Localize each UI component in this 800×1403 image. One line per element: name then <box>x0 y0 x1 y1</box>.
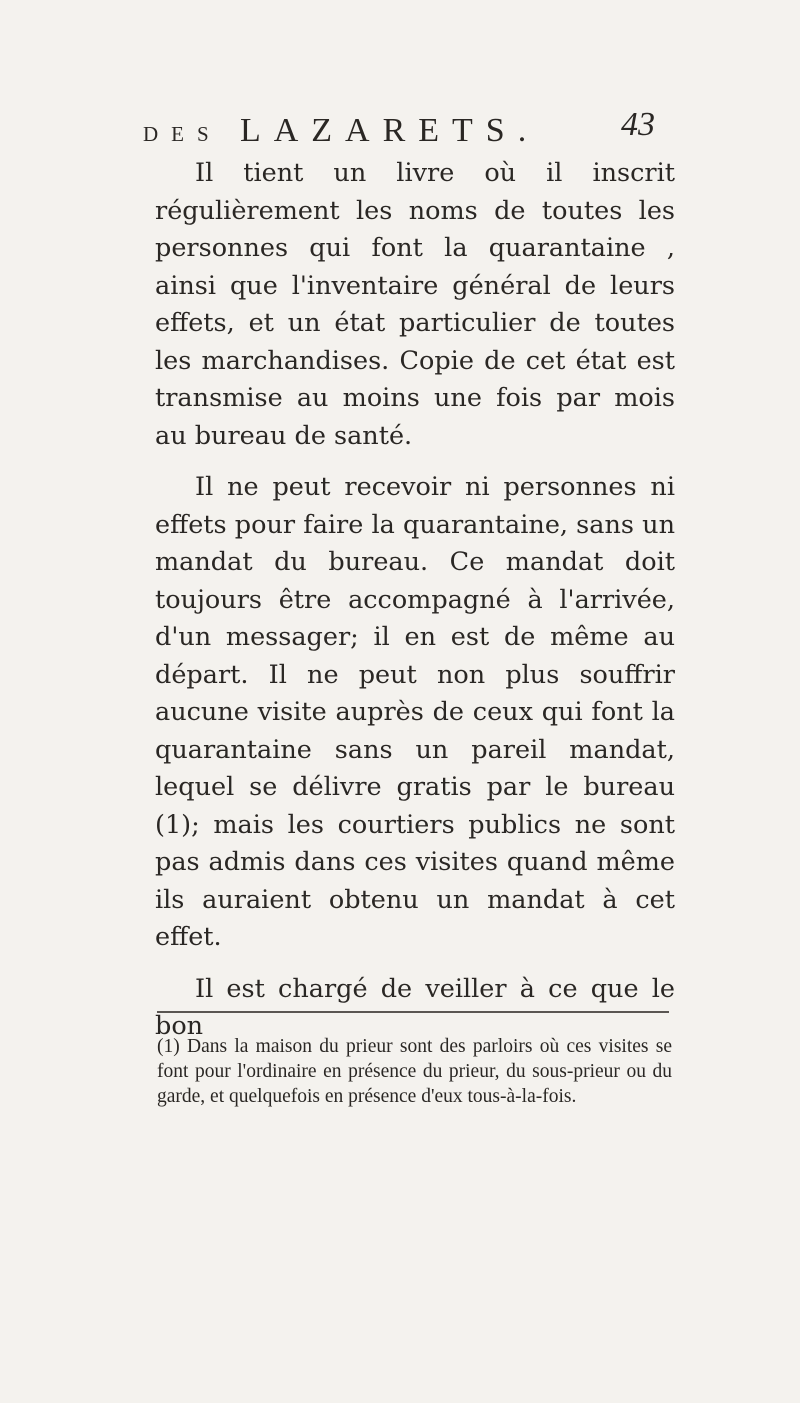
footnote-text: (1) Dans la maison du prieur sont des parloirs où ces visites se font pour l'ordinaire en présence du prieur, du sous-prieur ou du garde, et quelquefois en présence d'eux tous-à-la-fois. <box>157 1036 672 1107</box>
running-head <box>143 106 663 152</box>
paragraph-1: Il tient un livre où il inscrit régulièrement les noms de toutes les personnes qui font la quarantaine , ainsi que l'inventaire général de leurs effets, et un état particulier de toutes les marchandises. Copie de cet état est transmise au moins une fois par mois au bureau de santé. <box>155 158 675 451</box>
running-title <box>143 112 539 150</box>
running-title-prefix: DES <box>143 122 222 146</box>
body-text <box>155 155 675 1060</box>
footnote-separator <box>157 1011 669 1013</box>
paragraph-2: Il ne peut recevoir ni personnes ni effets pour faire la quarantaine, sans un mandat du bureau. Ce mandat doit toujours être accompagné à l'arrivée, d'un messager; il en est de même au départ. Il ne peut non plus souffrir aucune visite auprès de ceux qui font la quarantaine sans un pareil mandat, lequel se délivre gratis par le bureau (1); mais les courtiers publics ne sont pas admis dans ces visites quand même ils auraient obtenu un mandat à cet effet. <box>155 472 675 952</box>
paragraph-3: Il est chargé de veiller à ce que le bon <box>155 973 675 1041</box>
running-title-main: LAZARETS. <box>239 112 540 149</box>
page-number: 43 <box>621 106 655 143</box>
footnote <box>157 1034 672 1109</box>
